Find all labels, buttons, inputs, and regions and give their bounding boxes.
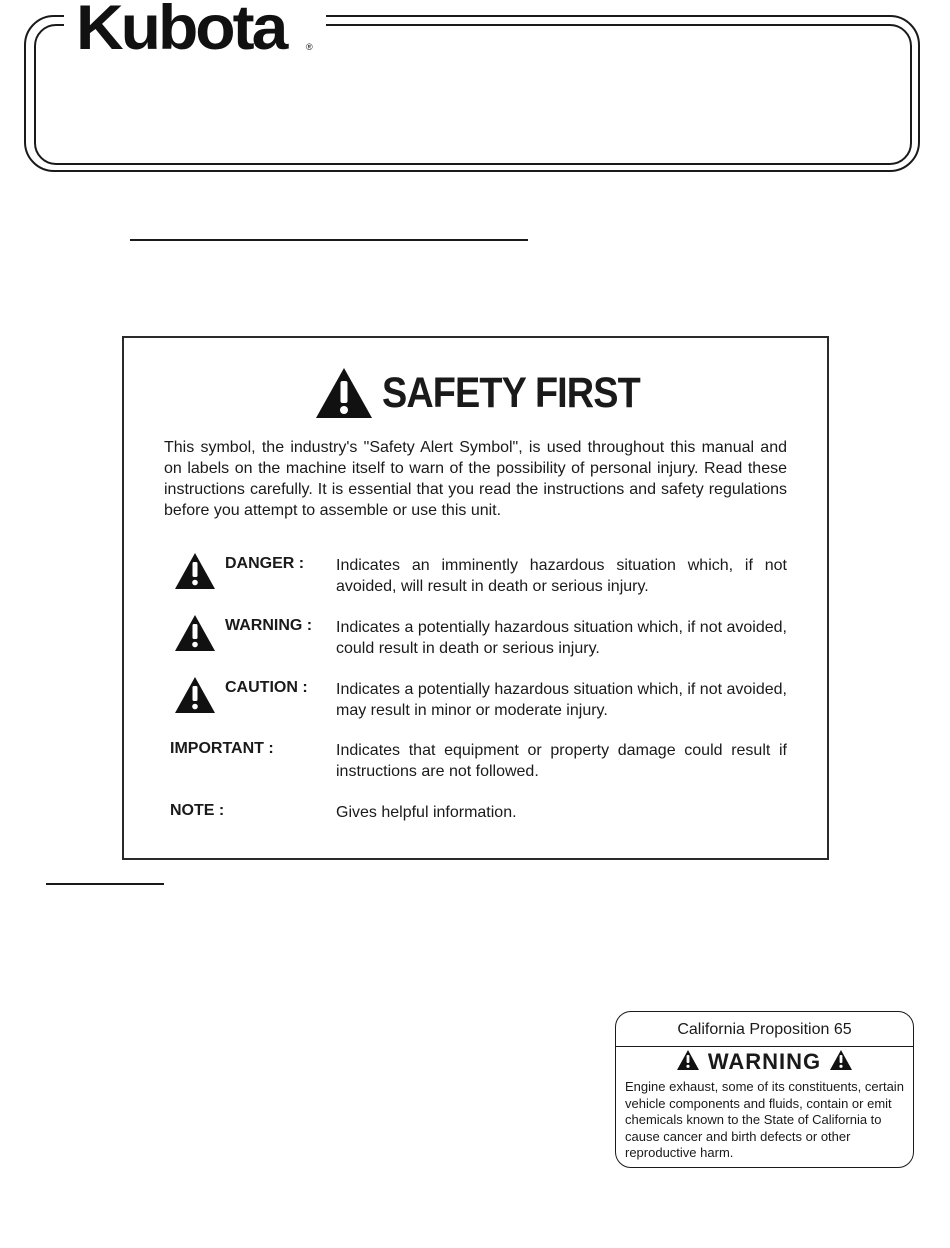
safety-intro-paragraph: This symbol, the industry's "Safety Alert Symbol", is used throughout this manual and on labels on the machine itself to warn of the possibility of personal injury. Read these instructions carefully. It is essential that you read the instructions and safety regulations before you attempt to assemble or use this unit.: [164, 439, 787, 519]
warning-triangle-icon: [174, 614, 216, 657]
prop65-warning-label: WARNING: [707, 1049, 822, 1074]
level-note: [168, 799, 788, 843]
level-warning: [168, 614, 788, 658]
level-label: CAUTION :: [225, 679, 308, 696]
level-description: Indicates that equipment or property damage could result if instructions are not followed.: [336, 742, 787, 780]
level-important: [168, 737, 788, 781]
prop65-heading: California Proposition 65: [616, 1012, 913, 1047]
safety-first-title: SAFETY FIRST: [382, 368, 640, 417]
warning-triangle-icon: [676, 1049, 700, 1076]
prop65-warning-box: [615, 1011, 914, 1168]
title-underline: [130, 239, 528, 241]
level-caution: [168, 676, 788, 720]
safety-first-box: [122, 336, 829, 860]
level-label: IMPORTANT :: [170, 740, 274, 757]
prop65-body: Engine exhaust, some of its constituents, certain vehicle components and fluids, contain or emit chemicals known to the State of California to cause cancer and birth defects or other reproductive harm.: [625, 1079, 904, 1160]
section-underline: [46, 883, 164, 885]
warning-triangle-icon: [174, 552, 216, 595]
level-label: WARNING :: [225, 617, 313, 634]
warning-triangle-icon: [829, 1049, 853, 1076]
safety-first-header: [314, 366, 675, 420]
level-description: Indicates a potentially hazardous situation which, if not avoided, may result in minor or moderate injury.: [336, 681, 787, 719]
level-description: Gives helpful information.: [336, 804, 517, 821]
kubota-logo: Kubota: [76, 0, 286, 63]
level-description: Indicates a potentially hazardous situation which, if not avoided, could result in death or serious injury.: [336, 619, 787, 657]
warning-triangle-icon: [174, 676, 216, 719]
level-danger: [168, 552, 788, 596]
level-label: DANGER :: [225, 555, 305, 572]
prop65-warning-row: [616, 1047, 913, 1077]
safety-alert-icon: [314, 366, 374, 420]
registered-mark: ®: [306, 42, 313, 52]
level-label: NOTE :: [170, 802, 225, 819]
level-description: Indicates an imminently hazardous situation which, if not avoided, will result in death or serious injury.: [336, 557, 787, 595]
